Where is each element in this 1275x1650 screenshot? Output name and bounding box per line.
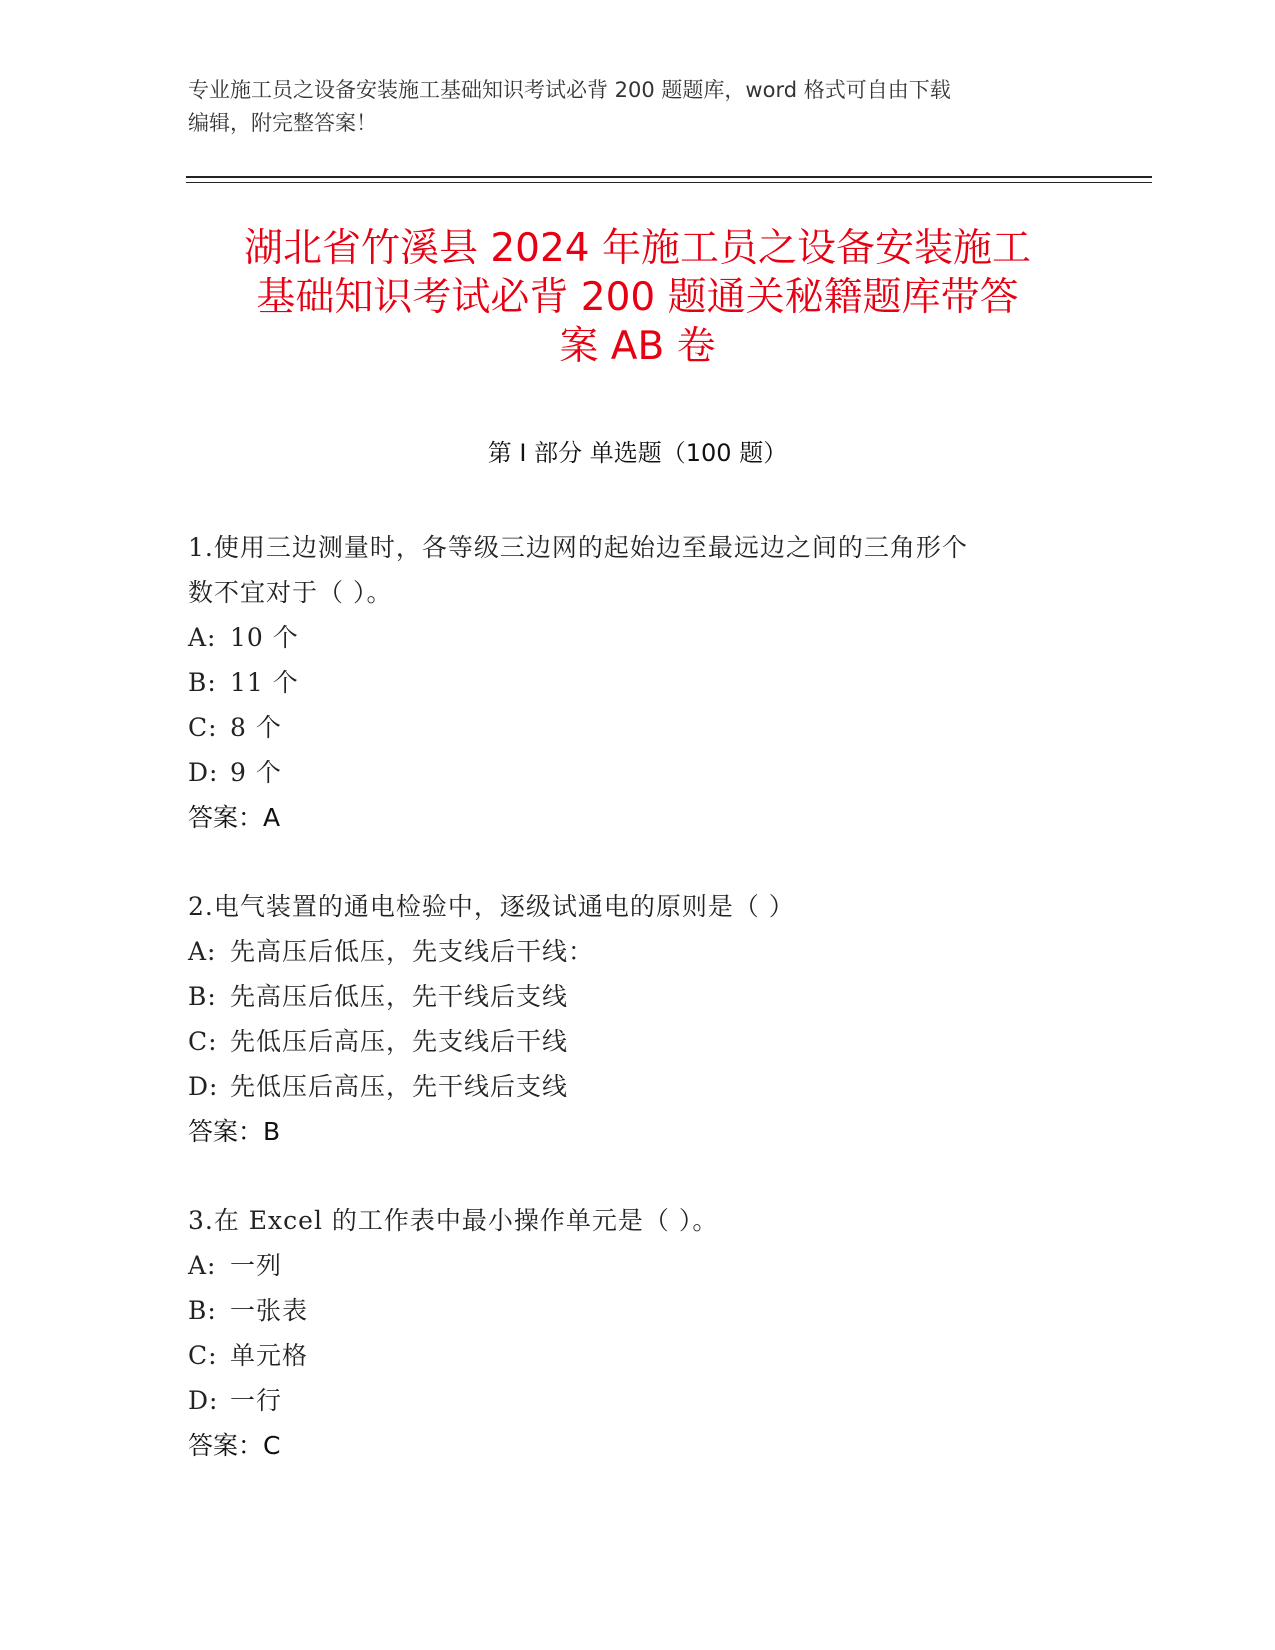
option-letter: A: (188, 623, 217, 652)
header-line-1: 专业施工员之设备安装施工基础知识考试必背 200 题题库，word 格式可自由下载 (188, 78, 951, 102)
option-text: 单元格 (230, 1341, 309, 1370)
header-divider-thin (186, 182, 1152, 183)
option-a (188, 929, 1088, 974)
question-3 (188, 1198, 1088, 1468)
option-c (188, 1019, 1088, 1064)
document-header (188, 74, 1068, 140)
option-a (188, 615, 1088, 660)
header-divider-thick (186, 176, 1152, 178)
option-text: 一张表 (230, 1296, 309, 1325)
answer-line: 答案：A (188, 803, 281, 832)
option-text: 8 个 (230, 713, 282, 742)
option-b (188, 660, 1088, 705)
option-letter: B: (188, 982, 217, 1011)
question-list (188, 525, 1088, 1512)
option-letter: D: (188, 1386, 219, 1415)
title-line-1: 湖北省竹溪县 2024 年施工员之设备安装施工 (243, 226, 1032, 271)
question-1 (188, 525, 1088, 840)
title-line-2: 基础知识考试必背 200 题通关秘籍题库带答 (256, 275, 1019, 320)
option-letter: D: (188, 1072, 219, 1101)
option-a (188, 1243, 1088, 1288)
option-letter: A: (188, 937, 217, 966)
question-stem: 3.在 Excel 的工作表中最小操作单元是（ ）。 (188, 1206, 719, 1235)
question-stem-continued: 数不宜对于（ ）。 (188, 578, 393, 607)
option-d (188, 1064, 1088, 1109)
option-text: 先低压后高压，先支线后干线 (230, 1027, 569, 1056)
option-text: 10 个 (230, 623, 299, 652)
option-text: 9 个 (230, 758, 282, 787)
option-letter: B: (188, 1296, 217, 1325)
question-stem: 1.使用三边测量时，各等级三边网的起始边至最远边之间的三角形个 (188, 533, 968, 562)
option-text: 一行 (230, 1386, 283, 1415)
option-letter: A: (188, 1251, 217, 1280)
question-2 (188, 884, 1088, 1154)
answer-line: 答案：C (188, 1431, 281, 1460)
document-title (170, 224, 1105, 371)
option-letter: C: (188, 713, 218, 742)
option-c (188, 705, 1088, 750)
question-stem: 2.电气装置的通电检验中，逐级试通电的原则是（ ） (188, 892, 795, 921)
option-letter: C: (188, 1027, 218, 1056)
answer-line: 答案：B (188, 1117, 281, 1146)
option-c (188, 1333, 1088, 1378)
option-text: 先低压后高压，先干线后支线 (230, 1072, 569, 1101)
option-text: 先高压后低压，先支线后干线： (230, 937, 595, 966)
title-line-3: 案 AB 卷 (559, 324, 716, 369)
option-d (188, 750, 1088, 795)
option-text: 一列 (230, 1251, 283, 1280)
option-text: 11 个 (230, 668, 299, 697)
option-letter: D: (188, 758, 219, 787)
option-letter: B: (188, 668, 217, 697)
section-heading: 第 I 部分 单选题（100 题） (487, 439, 788, 467)
option-b (188, 1288, 1088, 1333)
header-line-2: 编辑，附完整答案！ (188, 111, 377, 135)
option-d (188, 1378, 1088, 1423)
option-letter: C: (188, 1341, 218, 1370)
option-text: 先高压后低压，先干线后支线 (230, 982, 569, 1011)
option-b (188, 974, 1088, 1019)
